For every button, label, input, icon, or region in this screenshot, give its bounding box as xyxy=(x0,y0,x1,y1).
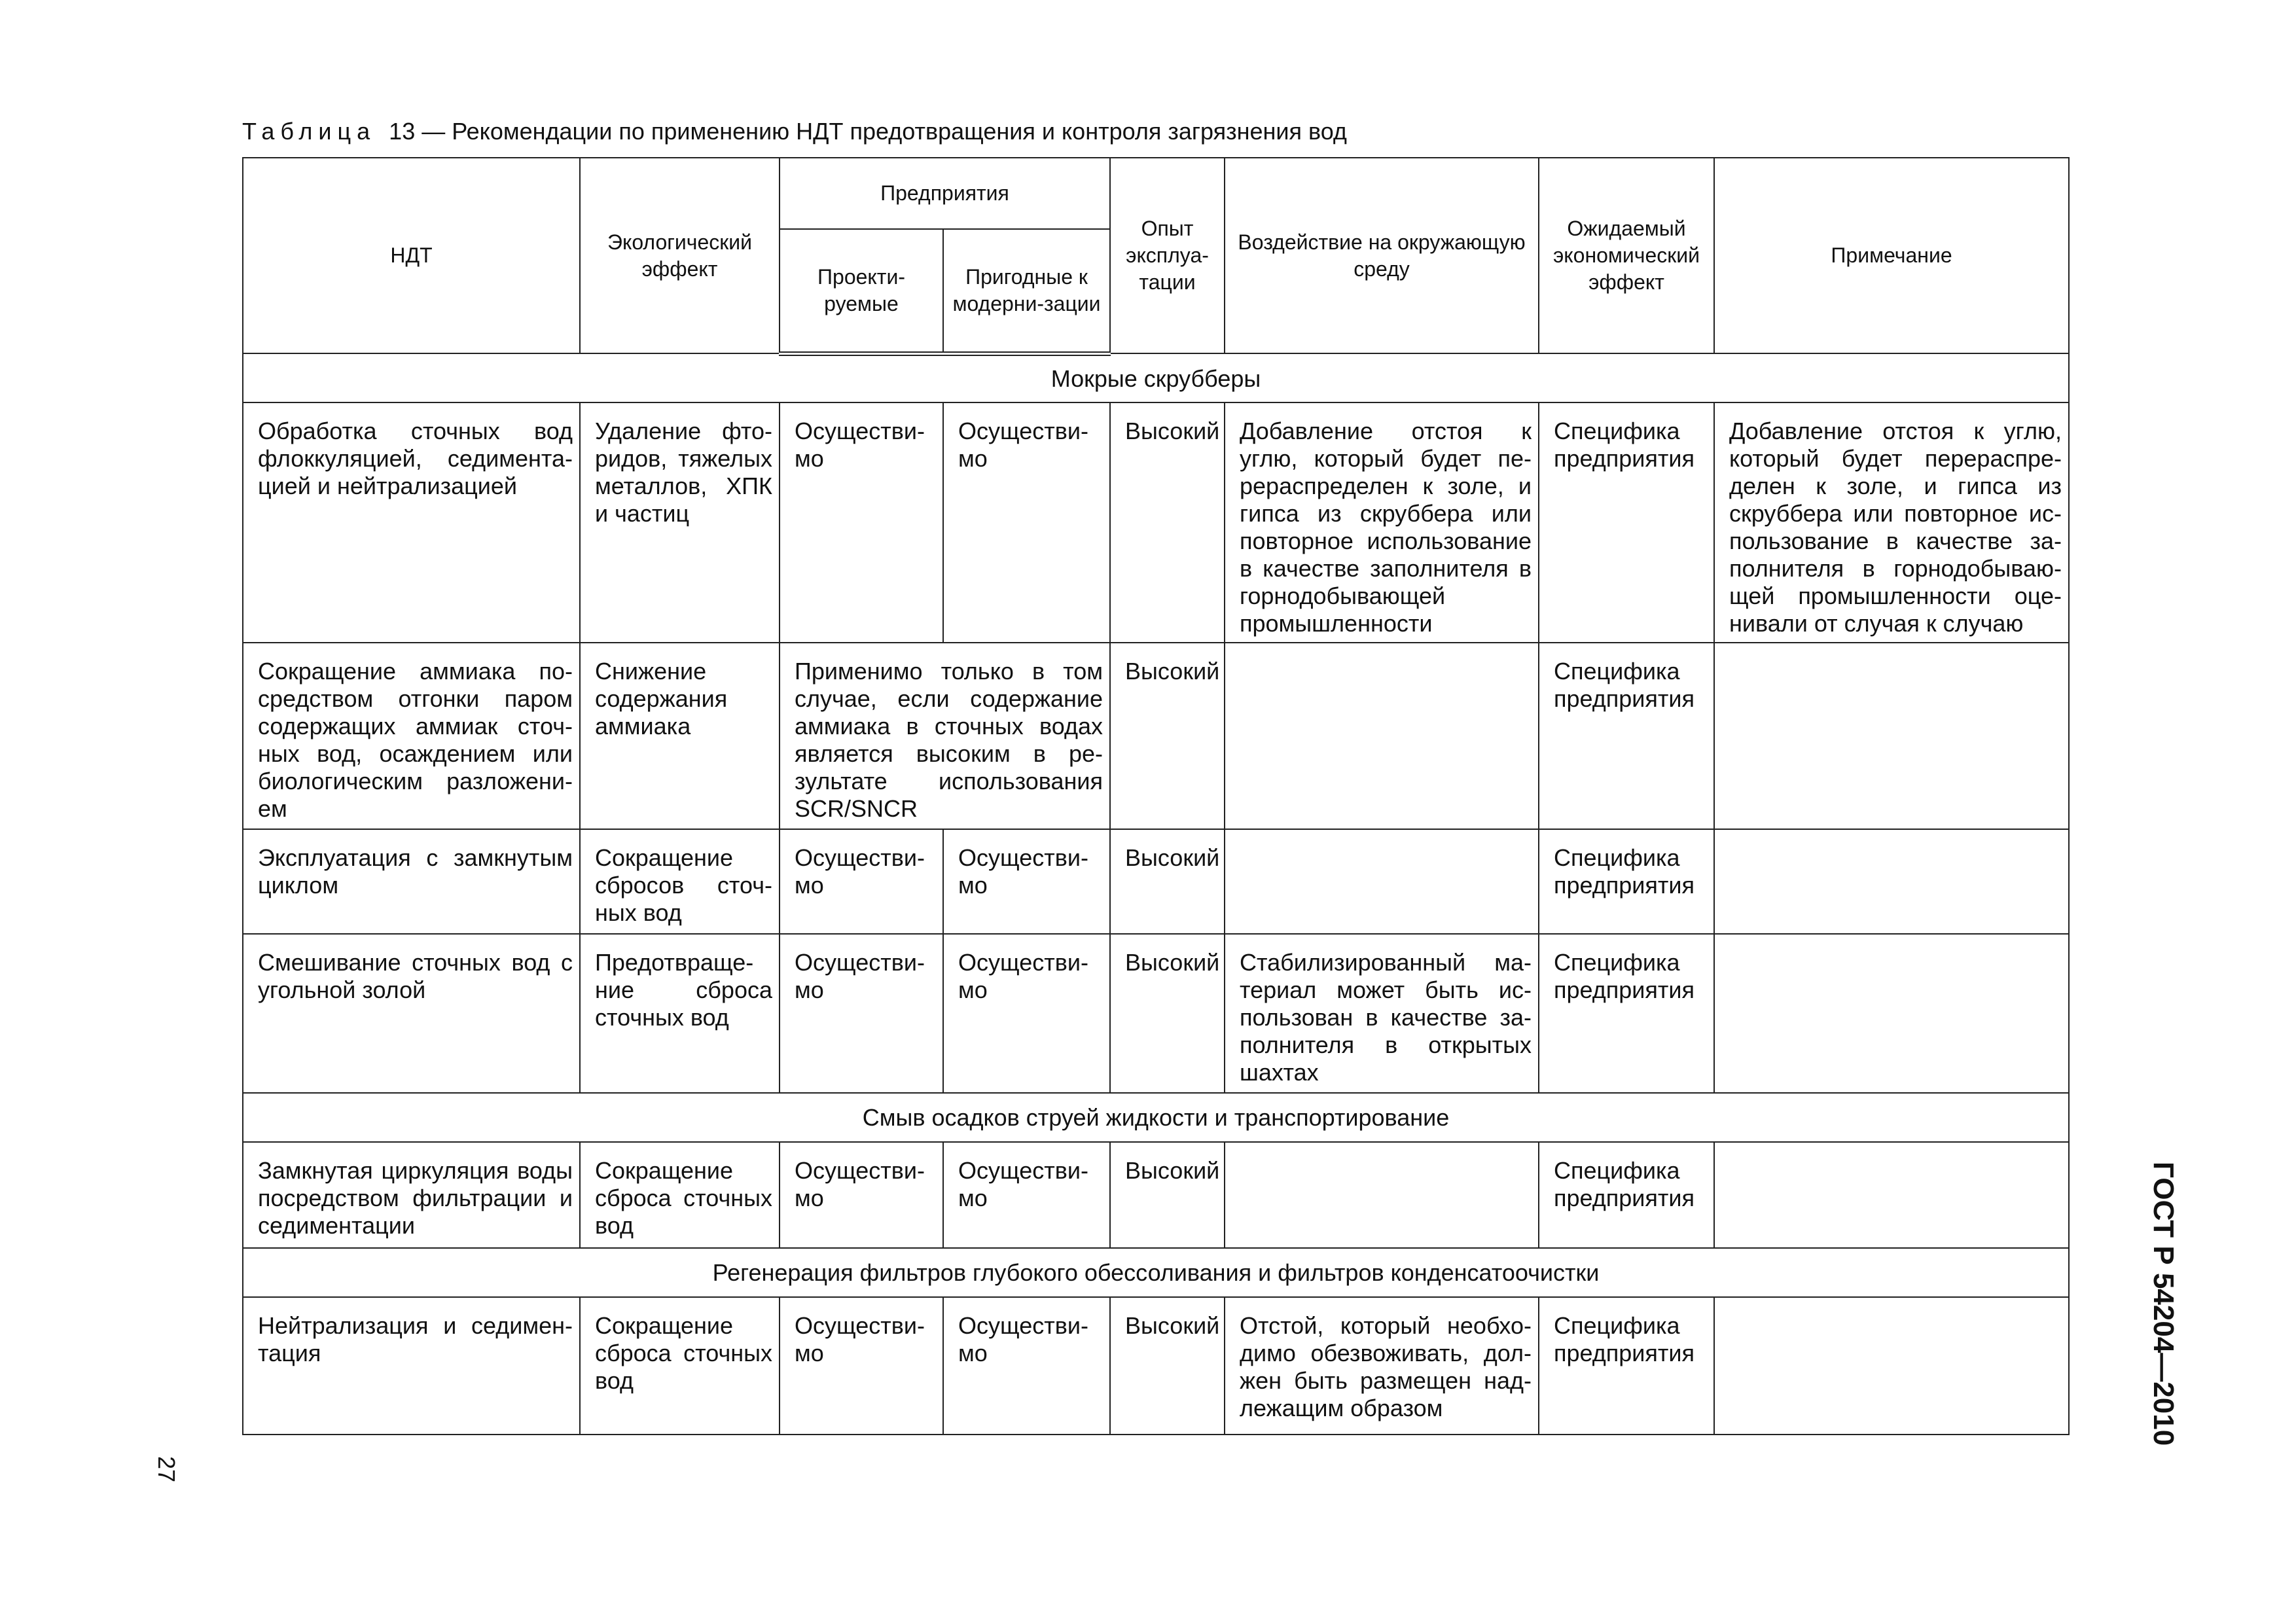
cell-impact: Добавление отстоя к углю, который будет перераспределен к золе, и гипса из скруббера или повторное использование в качестве заполнителя в горнодобывающей промышленности xyxy=(1225,402,1539,643)
cell-economic-effect: Специфика предприятия xyxy=(1539,402,1714,643)
cell-eco-effect: Удаление фторидов, тяжелых металлов, ХПК и частиц xyxy=(580,402,780,643)
cell-impact: Стабилизированный материал может быть использован в качестве заполнителя в открытых шахтах xyxy=(1225,934,1539,1093)
header-designed: Проекти-руемые xyxy=(780,229,943,353)
table-row xyxy=(243,934,2069,1093)
table-row xyxy=(243,1297,2069,1435)
section-wet-scrubbers: Мокрые скрубберы xyxy=(243,353,2069,402)
header-note: Примечание xyxy=(1714,158,2069,353)
cell-ndt: Смешивание сточных вод с угольной золой xyxy=(243,934,580,1093)
cell-ndt: Нейтрализация и седиментация xyxy=(243,1297,580,1435)
table-caption xyxy=(242,118,1347,145)
cell-designed: Осуществимо xyxy=(780,934,943,1093)
cell-eco-effect: Сокращение сбросов сточных вод xyxy=(580,829,780,934)
table-row xyxy=(243,829,2069,934)
cell-modernizable: Осуществимо xyxy=(943,1142,1110,1248)
cell-ndt: Эксплуатация с замкнутым циклом xyxy=(243,829,580,934)
cell-ndt: Сокращение аммиака посредством отгонки паром содержащих аммиак сточных вод, осаждением или биологическим разложением xyxy=(243,643,580,829)
table-caption-text: 13 — Рекомендации по применению НДТ предотвращения и контроля загрязнения вод xyxy=(389,118,1347,145)
cell-economic-effect: Специфика предприятия xyxy=(1539,934,1714,1093)
cell-eco-effect: Сокращение сброса сточных вод xyxy=(580,1297,780,1435)
header-eco-effect: Экологический эффект xyxy=(580,158,780,353)
header-experience: Опыт эксплуа-тации xyxy=(1110,158,1225,353)
cell-note: Добавление отстоя к углю, который будет перераспределен к золе, и гипса из скруббера или повторное использование в качестве заполнителя в горнодобывающей промышленности оценивали от случая к случаю xyxy=(1714,402,2069,643)
cell-economic-effect: Специфика предприятия xyxy=(1539,1142,1714,1248)
table-row xyxy=(243,402,2069,643)
cell-applicability: Применимо только в том случае, если содержание аммиака в сточных водах является высоким в результате использования SCR/SNCR xyxy=(780,643,1110,829)
cell-experience: Высокий xyxy=(1110,829,1225,934)
recommendations-table xyxy=(242,157,2070,1435)
cell-economic-effect: Специфика предприятия xyxy=(1539,1297,1714,1435)
cell-note xyxy=(1714,643,2069,829)
header-ndt: НДТ xyxy=(243,158,580,353)
cell-impact xyxy=(1225,1142,1539,1248)
cell-experience: Высокий xyxy=(1110,934,1225,1093)
cell-note xyxy=(1714,934,2069,1093)
cell-modernizable: Осуществимо xyxy=(943,402,1110,643)
document-standard-label: ГОСТ Р 54204—2010 xyxy=(2147,1162,2179,1446)
cell-note xyxy=(1714,829,2069,934)
cell-eco-effect: Сокращение сброса сточных вод xyxy=(580,1142,780,1248)
cell-experience: Высокий xyxy=(1110,1142,1225,1248)
header-modernizable: Пригодные к модерни-зации xyxy=(943,229,1110,353)
cell-eco-effect: Снижение содержания аммиака xyxy=(580,643,780,829)
cell-note xyxy=(1714,1297,2069,1435)
cell-designed: Осуществимо xyxy=(780,402,943,643)
page-number: 27 xyxy=(153,1456,180,1483)
cell-designed: Осуществимо xyxy=(780,1142,943,1248)
cell-experience: Высокий xyxy=(1110,643,1225,829)
cell-note xyxy=(1714,1142,2069,1248)
cell-modernizable: Осуществимо xyxy=(943,829,1110,934)
cell-designed: Осуществимо xyxy=(780,1297,943,1435)
cell-impact xyxy=(1225,643,1539,829)
cell-experience: Высокий xyxy=(1110,402,1225,643)
table-row xyxy=(243,1142,2069,1248)
cell-eco-effect: Предотвращение сброса сточных вод xyxy=(580,934,780,1093)
cell-modernizable: Осуществимо xyxy=(943,934,1110,1093)
cell-modernizable: Осуществимо xyxy=(943,1297,1110,1435)
header-economic-effect: Ожидаемый экономический эффект xyxy=(1539,158,1714,353)
cell-designed: Осуществимо xyxy=(780,829,943,934)
cell-ndt: Замкнутая циркуляция воды посредством фильтрации и седиментации xyxy=(243,1142,580,1248)
section-sludge-flushing: Смыв осадков струей жидкости и транспортирование xyxy=(243,1093,2069,1142)
cell-impact: Отстой, который необходимо обезвоживать, должен быть размещен надлежащим образом xyxy=(1225,1297,1539,1435)
cell-ndt: Обработка сточных вод флоккуляцией, седиментацией и нейтрализацией xyxy=(243,402,580,643)
header-enterprises: Предприятия xyxy=(780,158,1110,229)
cell-economic-effect: Специфика предприятия xyxy=(1539,643,1714,829)
cell-impact xyxy=(1225,829,1539,934)
cell-economic-effect: Специфика предприятия xyxy=(1539,829,1714,934)
header-impact: Воздействие на окружающую среду xyxy=(1225,158,1539,353)
cell-experience: Высокий xyxy=(1110,1297,1225,1435)
table-caption-prefix: Таблица xyxy=(242,118,376,145)
section-filter-regeneration: Регенерация фильтров глубокого обессоливания и фильтров конденсатоочистки xyxy=(243,1248,2069,1297)
table-row xyxy=(243,643,2069,829)
